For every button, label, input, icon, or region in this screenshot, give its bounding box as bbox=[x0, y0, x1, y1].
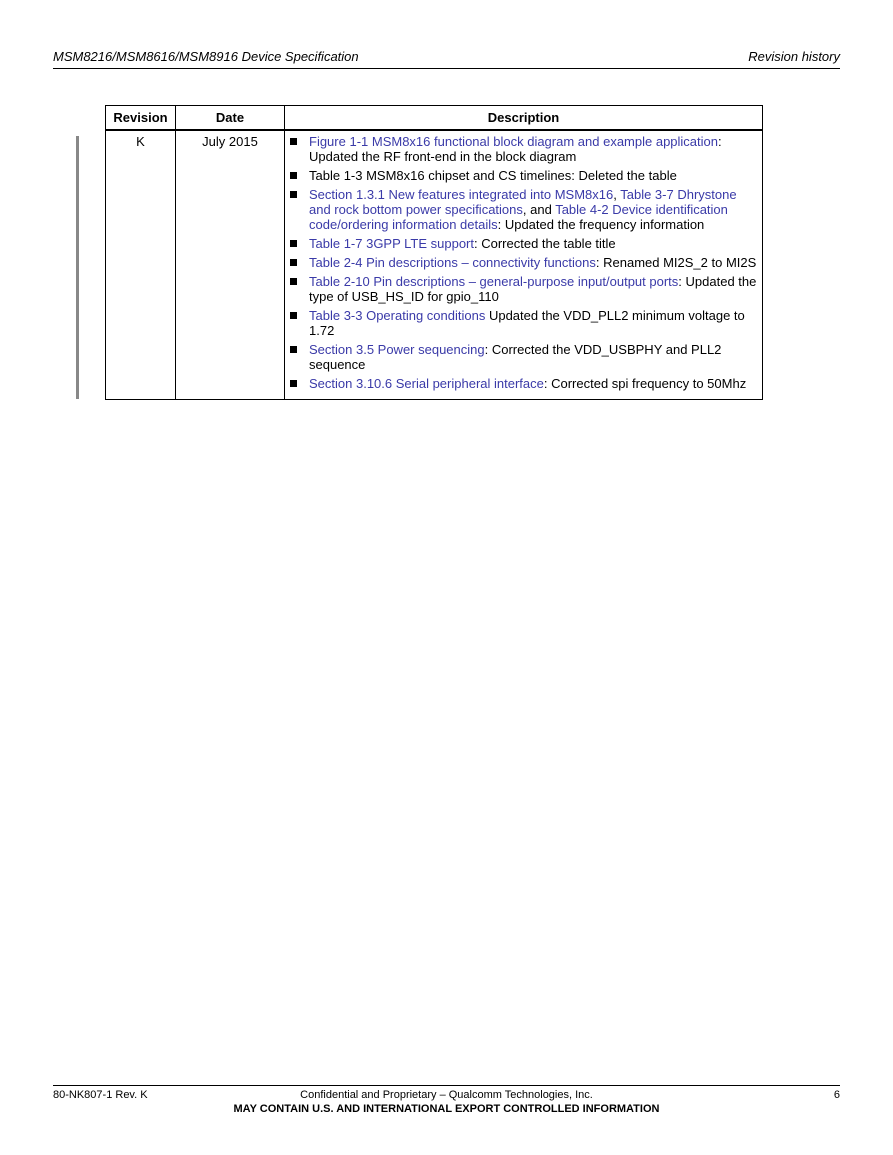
column-header-revision: Revision bbox=[106, 106, 176, 131]
cross-reference-link[interactable]: Table 2-4 Pin descriptions – connectivity functions bbox=[309, 255, 596, 270]
column-header-date: Date bbox=[176, 106, 285, 131]
header-section-title: Revision history bbox=[748, 49, 840, 64]
description-text: Table 1-3 MSM8x16 chipset and CS timelines: Deleted the table bbox=[309, 168, 677, 183]
list-item bbox=[290, 376, 758, 391]
square-bullet-icon bbox=[290, 346, 297, 353]
list-item bbox=[290, 308, 758, 338]
description-text: : Updated the RF front-end in the block diagram bbox=[309, 134, 722, 164]
date-cell: July 2015 bbox=[176, 130, 285, 400]
revision-cell: K bbox=[106, 130, 176, 400]
change-bar bbox=[76, 136, 79, 399]
cross-reference-link[interactable]: Section 3.10.6 Serial peripheral interface bbox=[309, 376, 544, 391]
square-bullet-icon bbox=[290, 259, 297, 266]
footer-document-number: 80-NK807-1 Rev. K bbox=[53, 1089, 148, 1101]
square-bullet-icon bbox=[290, 172, 297, 179]
description-text: : Renamed MI2S_2 to MI2S bbox=[595, 255, 757, 270]
column-header-description: Description bbox=[285, 106, 763, 131]
square-bullet-icon bbox=[290, 278, 297, 285]
table-header-row bbox=[106, 106, 763, 131]
cross-reference-link[interactable]: Table 2-10 Pin descriptions – general-purpose input/output ports bbox=[309, 274, 679, 289]
footer-confidentiality: Confidential and Proprietary – Qualcomm Technologies, Inc. bbox=[300, 1089, 593, 1101]
square-bullet-icon bbox=[290, 240, 297, 247]
description-cell bbox=[285, 130, 763, 400]
cross-reference-link[interactable]: Figure 1-1 MSM8x16 functional block diagram and example application bbox=[309, 134, 718, 149]
square-bullet-icon bbox=[290, 138, 297, 145]
description-text: : Corrected the table title bbox=[474, 236, 616, 251]
description-text: , and bbox=[522, 202, 556, 217]
description-text: , bbox=[613, 187, 621, 202]
list-item bbox=[290, 134, 758, 164]
revision-history-table bbox=[105, 105, 763, 400]
description-text: : Corrected the VDD_USBPHY and PLL2 sequence bbox=[309, 342, 722, 372]
cross-reference-link[interactable]: Table 3-3 Operating conditions bbox=[309, 308, 486, 323]
list-item bbox=[290, 168, 758, 183]
footer-page-number: 6 bbox=[833, 1089, 840, 1101]
square-bullet-icon bbox=[290, 380, 297, 387]
square-bullet-icon bbox=[290, 312, 297, 319]
list-item bbox=[290, 342, 758, 372]
footer-export-notice: MAY CONTAIN U.S. AND INTERNATIONAL EXPORT CONTROLLED INFORMATION bbox=[233, 1103, 660, 1115]
description-text: : Corrected spi frequency to 50Mhz bbox=[543, 376, 747, 391]
list-item bbox=[290, 274, 758, 304]
table-row bbox=[106, 130, 763, 400]
change-list bbox=[290, 134, 758, 391]
description-text: : Updated the frequency information bbox=[497, 217, 705, 232]
list-item bbox=[290, 255, 758, 270]
list-item bbox=[290, 236, 758, 251]
cross-reference-link[interactable]: Section 3.5 Power sequencing bbox=[309, 342, 485, 357]
list-item bbox=[290, 187, 758, 232]
cross-reference-link[interactable]: Section 1.3.1 New features integrated into MSM8x16 bbox=[309, 187, 614, 202]
header-document-title: MSM8216/MSM8616/MSM8916 Device Specification bbox=[53, 49, 359, 64]
page-header bbox=[53, 48, 840, 69]
page-footer bbox=[53, 1085, 840, 1115]
cross-reference-link[interactable]: Table 1-7 3GPP LTE support bbox=[309, 236, 475, 251]
description-text: : Updated the type of USB_HS_ID for gpio_110 bbox=[309, 274, 757, 304]
description-text: Updated the VDD_PLL2 minimum voltage to 1.72 bbox=[309, 308, 745, 338]
cross-reference-link[interactable]: Table 3-7 Dhrystone and rock bottom power specifications bbox=[309, 187, 737, 217]
cross-reference-link[interactable]: Table 4-2 Device identification code/ordering information details bbox=[309, 202, 728, 232]
square-bullet-icon bbox=[290, 191, 297, 198]
